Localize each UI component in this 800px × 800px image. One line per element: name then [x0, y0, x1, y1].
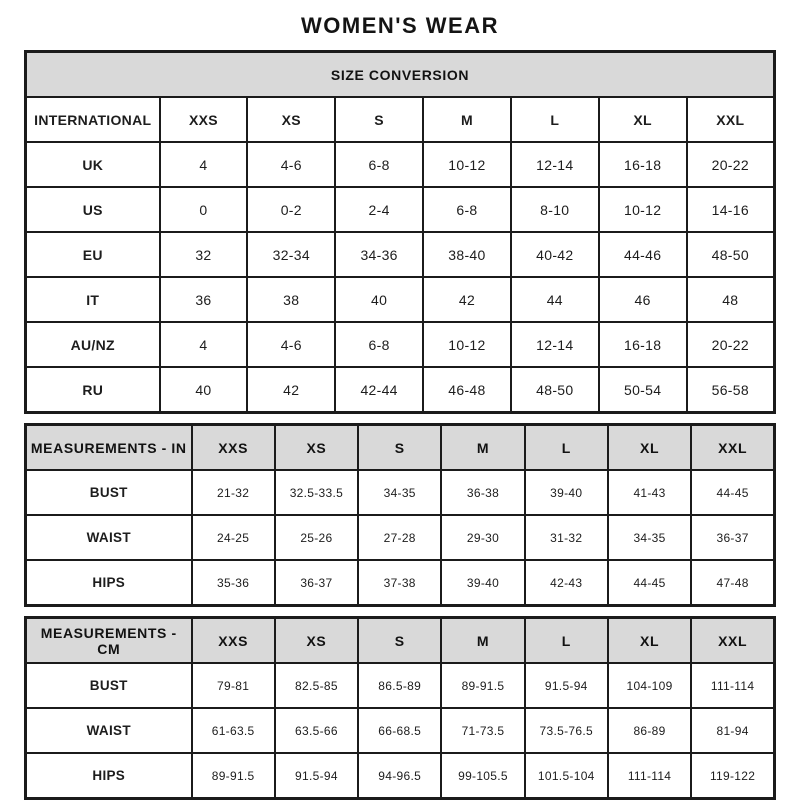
value-cell: 6-8	[423, 187, 511, 232]
row-label-cell: WAIST	[26, 708, 192, 753]
col-header-cell: XXS	[192, 618, 275, 664]
col-header-cell: XL	[599, 97, 687, 142]
value-cell: 36-37	[691, 515, 774, 560]
page-title: WOMEN'S WEAR	[301, 13, 499, 38]
value-cell: 2-4	[335, 187, 423, 232]
row-label-cell: AU/NZ	[26, 322, 160, 367]
value-cell: 20-22	[687, 322, 775, 367]
value-cell: 21-32	[192, 470, 275, 515]
value-cell: 16-18	[599, 322, 687, 367]
value-cell: 32.5-33.5	[275, 470, 358, 515]
value-cell: 119-122	[691, 753, 774, 799]
col-header-cell: L	[525, 425, 608, 471]
value-cell: 101.5-104	[525, 753, 608, 799]
col-header-cell: XS	[247, 97, 335, 142]
value-cell: 0-2	[247, 187, 335, 232]
table-row-eu	[26, 232, 775, 277]
size-conversion-title: SIZE CONVERSION	[26, 52, 775, 98]
value-cell: 6-8	[335, 142, 423, 187]
row-label-cell: UK	[26, 142, 160, 187]
table-row-hips	[26, 560, 775, 606]
value-cell: 29-30	[441, 515, 524, 560]
value-cell: 42-44	[335, 367, 423, 413]
value-cell: 46	[599, 277, 687, 322]
value-cell: 44-46	[599, 232, 687, 277]
col-header-cell: XL	[608, 618, 691, 664]
value-cell: 24-25	[192, 515, 275, 560]
col-header-cell: S	[358, 425, 441, 471]
value-cell: 48-50	[511, 367, 599, 413]
value-cell: 42	[247, 367, 335, 413]
value-cell: 35-36	[192, 560, 275, 606]
value-cell: 4	[160, 322, 248, 367]
value-cell: 10-12	[599, 187, 687, 232]
table-row-us	[26, 187, 775, 232]
value-cell: 6-8	[335, 322, 423, 367]
col-header-cell: XXL	[687, 97, 775, 142]
row-label-cell: BUST	[26, 470, 192, 515]
value-cell: 34-35	[358, 470, 441, 515]
value-cell: 4-6	[247, 142, 335, 187]
row-label-cell: BUST	[26, 663, 192, 708]
row-label-cell: HIPS	[26, 560, 192, 606]
table-row-bust	[26, 470, 775, 515]
measurements-cm-title: MEASUREMENTS - CM	[26, 618, 192, 664]
col-header-cell: L	[525, 618, 608, 664]
value-cell: 38-40	[423, 232, 511, 277]
value-cell: 56-58	[687, 367, 775, 413]
value-cell: 94-96.5	[358, 753, 441, 799]
col-header-cell: L	[511, 97, 599, 142]
value-cell: 12-14	[511, 142, 599, 187]
value-cell: 61-63.5	[192, 708, 275, 753]
value-cell: 79-81	[192, 663, 275, 708]
table-row-ru	[26, 367, 775, 413]
value-cell: 36	[160, 277, 248, 322]
value-cell: 81-94	[691, 708, 774, 753]
value-cell: 91.5-94	[275, 753, 358, 799]
col-header-cell: XXS	[160, 97, 248, 142]
col-header-cell: XXS	[192, 425, 275, 471]
value-cell: 82.5-85	[275, 663, 358, 708]
table-header-bar	[26, 52, 775, 98]
table-row-hips	[26, 753, 775, 799]
col-header-cell: M	[441, 425, 524, 471]
value-cell: 32	[160, 232, 248, 277]
value-cell: 73.5-76.5	[525, 708, 608, 753]
value-cell: 39-40	[525, 470, 608, 515]
value-cell: 37-38	[358, 560, 441, 606]
column-header-row	[26, 425, 775, 471]
value-cell: 44-45	[691, 470, 774, 515]
col-header-cell: XL	[608, 425, 691, 471]
row-label-cell: HIPS	[26, 753, 192, 799]
col-header-cell: XS	[275, 425, 358, 471]
value-cell: 10-12	[423, 142, 511, 187]
value-cell: 99-105.5	[441, 753, 524, 799]
value-cell: 104-109	[608, 663, 691, 708]
value-cell: 48-50	[687, 232, 775, 277]
value-cell: 27-28	[358, 515, 441, 560]
value-cell: 10-12	[423, 322, 511, 367]
value-cell: 40	[160, 367, 248, 413]
table-row-aunz	[26, 322, 775, 367]
value-cell: 4-6	[247, 322, 335, 367]
row-label-cell: WAIST	[26, 515, 192, 560]
value-cell: 41-43	[608, 470, 691, 515]
value-cell: 42-43	[525, 560, 608, 606]
value-cell: 40-42	[511, 232, 599, 277]
value-cell: 46-48	[423, 367, 511, 413]
value-cell: 38	[247, 277, 335, 322]
value-cell: 20-22	[687, 142, 775, 187]
value-cell: 50-54	[599, 367, 687, 413]
value-cell: 36-37	[275, 560, 358, 606]
value-cell: 16-18	[599, 142, 687, 187]
col-header-cell: XS	[275, 618, 358, 664]
value-cell: 47-48	[691, 560, 774, 606]
value-cell: 0	[160, 187, 248, 232]
row-label-cell: IT	[26, 277, 160, 322]
value-cell: 32-34	[247, 232, 335, 277]
table-row-it	[26, 277, 775, 322]
table-row-uk	[26, 142, 775, 187]
value-cell: 40	[335, 277, 423, 322]
value-cell: 14-16	[687, 187, 775, 232]
value-cell: 48	[687, 277, 775, 322]
value-cell: 71-73.5	[441, 708, 524, 753]
row-label-cell: US	[26, 187, 160, 232]
col-header-cell: S	[335, 97, 423, 142]
column-header-row	[26, 97, 775, 142]
table-row-waist	[26, 708, 775, 753]
column-header-row	[26, 618, 775, 664]
value-cell: 34-35	[608, 515, 691, 560]
value-cell: 86.5-89	[358, 663, 441, 708]
table-row-waist	[26, 515, 775, 560]
col-header-cell: XXL	[691, 618, 774, 664]
value-cell: 111-114	[691, 663, 774, 708]
value-cell: 89-91.5	[192, 753, 275, 799]
table-row-bust	[26, 663, 775, 708]
col-header-cell: M	[423, 97, 511, 142]
value-cell: 44-45	[608, 560, 691, 606]
measurements-in-table	[24, 423, 776, 607]
col-header-cell: M	[441, 618, 524, 664]
value-cell: 4	[160, 142, 248, 187]
value-cell: 34-36	[335, 232, 423, 277]
value-cell: 111-114	[608, 753, 691, 799]
row-label-cell: EU	[26, 232, 160, 277]
value-cell: 89-91.5	[441, 663, 524, 708]
value-cell: 44	[511, 277, 599, 322]
value-cell: 63.5-66	[275, 708, 358, 753]
value-cell: 36-38	[441, 470, 524, 515]
value-cell: 25-26	[275, 515, 358, 560]
col-header-cell: INTERNATIONAL	[26, 97, 160, 142]
value-cell: 39-40	[441, 560, 524, 606]
value-cell: 8-10	[511, 187, 599, 232]
measurements-cm-table	[24, 616, 776, 800]
value-cell: 42	[423, 277, 511, 322]
row-label-cell: RU	[26, 367, 160, 413]
measurements-in-title: MEASUREMENTS - IN	[26, 425, 192, 471]
value-cell: 12-14	[511, 322, 599, 367]
value-cell: 91.5-94	[525, 663, 608, 708]
col-header-cell: S	[358, 618, 441, 664]
value-cell: 86-89	[608, 708, 691, 753]
size-conversion-table	[24, 50, 776, 414]
value-cell: 66-68.5	[358, 708, 441, 753]
value-cell: 31-32	[525, 515, 608, 560]
col-header-cell: XXL	[691, 425, 774, 471]
